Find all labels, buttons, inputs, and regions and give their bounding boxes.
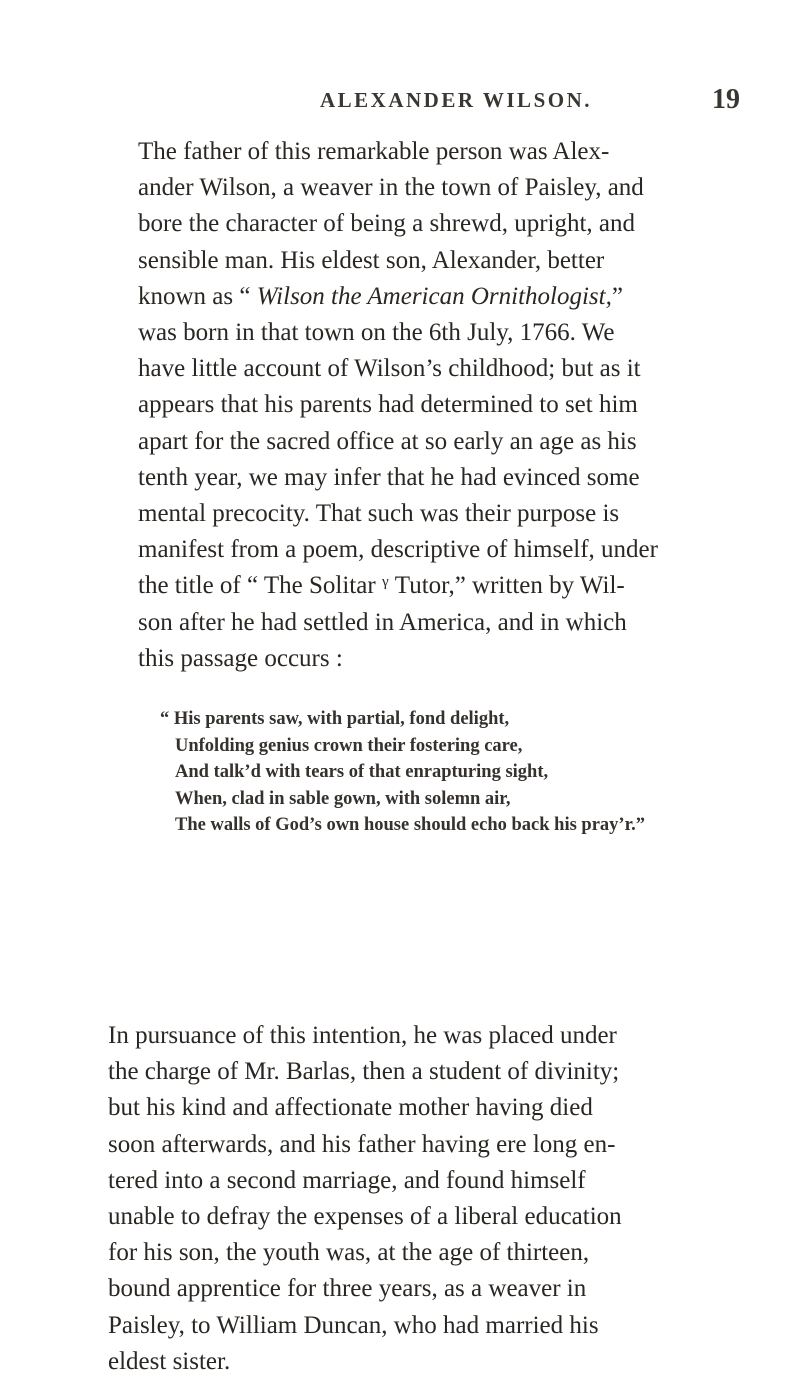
text-line: the charge of Mr. Barlas, then a student of divinity; (108, 1058, 620, 1086)
paragraph-father-and-birth (108, 134, 712, 677)
running-title: ALEXANDER WILSON. (320, 88, 592, 112)
text-line: appears that his parents had determined to set him (138, 391, 638, 419)
text-line: son after he had settled in America, and in which (138, 608, 627, 636)
text-line: manifest from a poem, descriptive of himself, under (138, 536, 658, 564)
verse-quotation (160, 706, 720, 839)
paragraph-apprenticeship (108, 1018, 712, 1380)
verse-line: Unfolding genius crown their fostering care, (175, 735, 523, 756)
verse-line: And talk’d with tears of that enrapturing sight, (175, 762, 549, 782)
verse-line: The walls of God’s own house should echo back his pray’r.” (175, 815, 645, 835)
verse-line: “ His parents saw, with partial, fond delight, (160, 709, 510, 729)
text-line: eldest sister. (108, 1347, 231, 1375)
text-line: but his kind and affectionate mother having died (108, 1094, 593, 1122)
text-line: bore the character of being a shrewd, upright, and (138, 210, 636, 238)
page-number: 19 (712, 84, 740, 115)
text-line: tered into a second marriage, and found himself (108, 1166, 586, 1194)
text-line: have little account of Wilson’s childhood; but as it (138, 355, 641, 383)
verse-line: When, clad in sable gown, with solemn air, (175, 788, 511, 809)
text-fragment: known as “ (138, 282, 257, 310)
text-line: In pursuance of this intention, he was placed under (108, 1022, 617, 1049)
text-line: The father of this remarkable person was Alex- (138, 138, 610, 165)
running-header (0, 84, 800, 118)
text-line: tenth year, we may infer that he had evinced some (138, 463, 640, 491)
text-line: soon afterwards, and his father having ere long en- (108, 1130, 616, 1158)
text-line: Paisley, to William Duncan, who had married his (108, 1311, 599, 1339)
text-line: mental precocity. That such was their purpose is (138, 500, 620, 528)
text-line: the title of “ The Solitar ᵞ Tutor,” written by Wil- (138, 572, 625, 600)
text-line-with-italic-title (108, 279, 712, 315)
text-line: apart for the sacred office at so early an age as his (138, 427, 637, 455)
text-line: ander Wilson, a weaver in the town of Paisley, and (138, 174, 644, 202)
text-line: unable to defray the expenses of a liberal education (108, 1203, 622, 1231)
text-line: bound apprentice for three years, as a weaver in (108, 1275, 587, 1303)
italic-book-title: Wilson the American Ornithologist, (256, 282, 612, 310)
text-line: was born in that town on the 6th July, 1766. We (138, 319, 615, 347)
text-line: for his son, the youth was, at the age of thirteen, (108, 1239, 590, 1267)
text-line: sensible man. His eldest son, Alexander, better (138, 246, 605, 274)
text-fragment: ” (611, 282, 623, 310)
text-line: this passage occurs : (138, 644, 343, 672)
